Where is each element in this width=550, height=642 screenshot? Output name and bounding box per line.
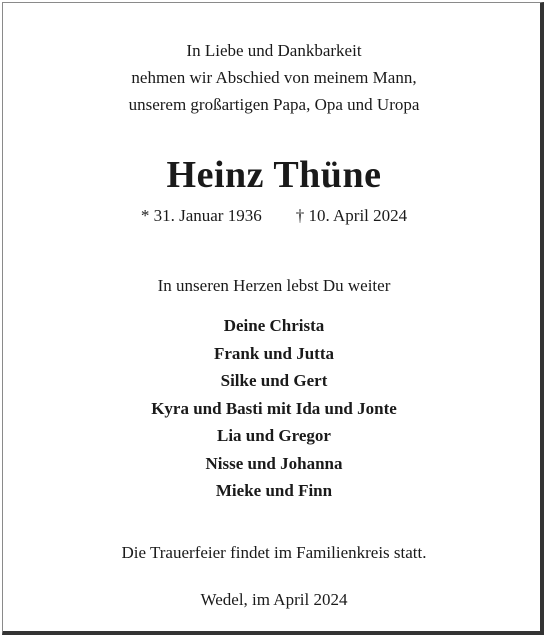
deceased-name: Heinz Thüne [166,154,382,196]
family-member: Kyra und Basti mit Ida und Jonte [151,398,397,418]
family-member: Lia und Gregor [217,426,331,445]
family-member: Deine Christa [223,316,325,335]
birth-date: * 31. Januar 1936 [140,206,262,225]
family-member: Silke und Gert [220,371,328,390]
family-list [3,312,545,505]
funeral-notice: Die Trauerfeier findet im Familienkreis statt. [121,543,427,562]
intro-line: unserem großartigen Papa, Opa und Uropa [128,95,420,114]
intro-line: In Liebe und Dankbarkeit [186,41,362,60]
life-dates [3,204,545,228]
place-date: Wedel, im April 2024 [200,590,348,609]
family-member: Mieke und Finn [215,481,333,500]
obituary-frame [2,2,544,635]
intro-line: nehmen wir Abschied von meinem Mann, [131,68,417,87]
family-member: Frank und Jutta [214,343,334,363]
intro-text [3,37,545,118]
motto-text: In unseren Herzen lebst Du weiter [157,276,391,295]
death-date: † 10. April 2024 [295,206,408,225]
family-member: Nisse und Johanna [205,453,343,473]
